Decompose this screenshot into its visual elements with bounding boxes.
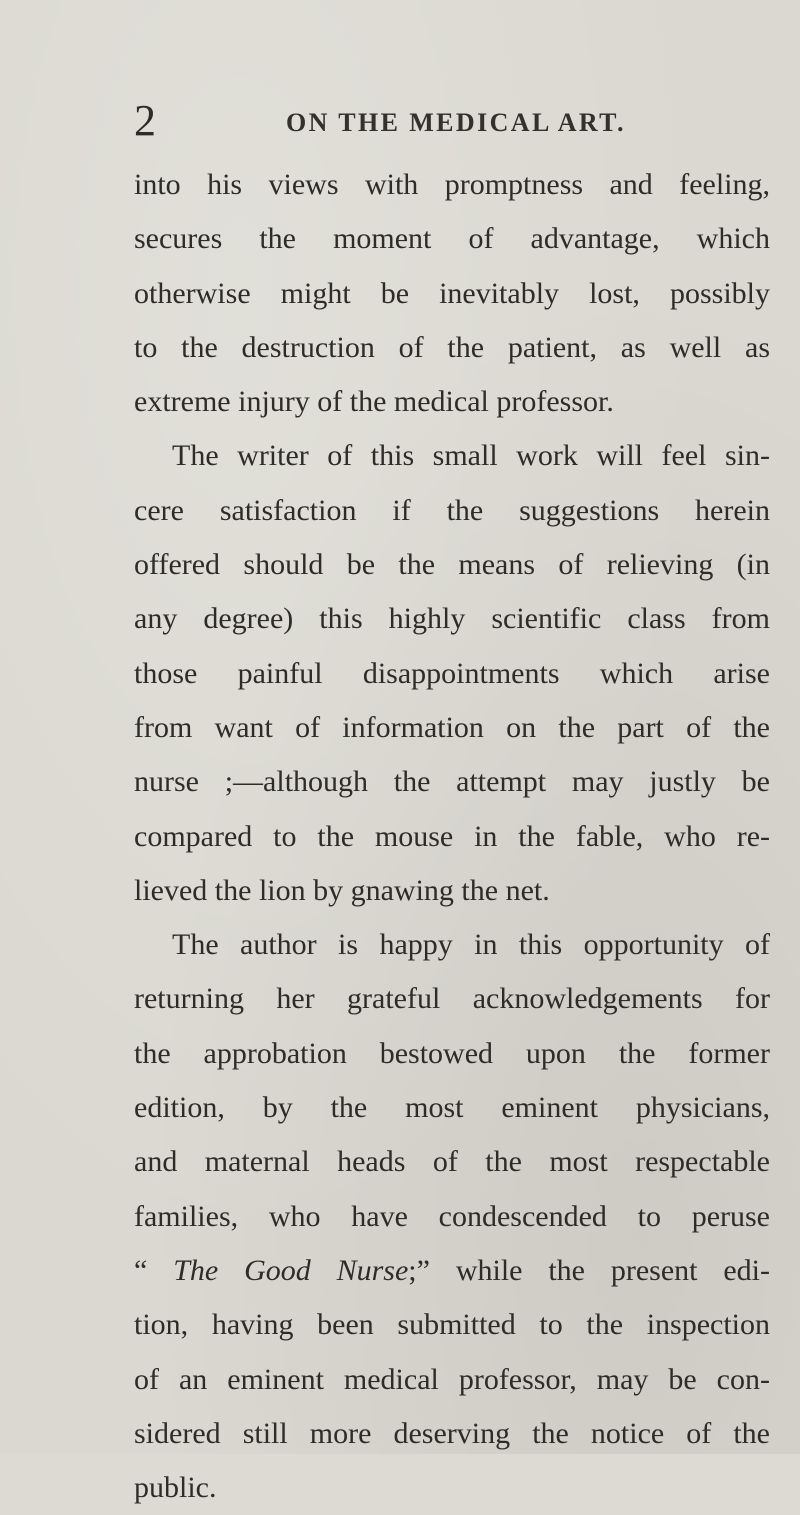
text-line: otherwise might be inevitably lost, possibly — [134, 276, 770, 310]
text-line: to the destruction of the patient, as well as — [134, 330, 770, 364]
paragraph-start-line: The author is happy in this opportunity of — [172, 928, 770, 962]
book-title: The Good Nurse — [173, 1253, 409, 1287]
text-line-with-title — [134, 1244, 770, 1298]
text-line: extreme injury of the medical professor. — [134, 385, 614, 419]
text-line: tion, having been submitted to the inspection — [134, 1308, 770, 1342]
text-line: edition, by the most eminent physicians, — [134, 1091, 770, 1125]
text-line: the approbation bestowed upon the former — [134, 1036, 770, 1070]
text-line: of an eminent medical professor, may be con- — [134, 1362, 770, 1396]
text-line: cere satisfaction if the suggestions herein — [134, 493, 770, 527]
text-line: offered should be the means of relieving (in — [134, 548, 770, 582]
text-fragment: while the present edi- — [455, 1253, 771, 1287]
text-line: and maternal heads of the most respectable — [134, 1145, 770, 1179]
text-line: secures the moment of advantage, which — [134, 222, 770, 256]
text-line: sidered still more deserving the notice of the — [134, 1416, 770, 1450]
running-title: ON THE MEDICAL ART. — [286, 108, 626, 137]
open-quote: “ — [134, 1253, 148, 1287]
text-line: public. — [134, 1471, 217, 1505]
text-line: from want of information on the part of the — [134, 710, 770, 744]
paragraph-start-line: The writer of this small work will feel sin- — [172, 439, 770, 473]
text-line: into his views with promptness and feeling, — [134, 168, 770, 201]
page-header — [0, 96, 800, 146]
text-line: those painful disappointments which arise — [134, 656, 770, 690]
close-quote: ;” — [408, 1253, 430, 1287]
text-line: lieved the lion by gnawing the net. — [134, 873, 550, 907]
text-line: families, who have condescended to peruse — [134, 1199, 770, 1233]
text-line: any degree) this highly scientific class from — [134, 602, 770, 636]
text-line: compared to the mouse in the fable, who re- — [134, 819, 770, 853]
text-line: returning her grateful acknowledgements for — [134, 982, 770, 1016]
page-number: 2 — [134, 96, 156, 145]
text-line: nurse ;—although the attempt may justly be — [134, 765, 770, 799]
body-text — [134, 158, 770, 1515]
